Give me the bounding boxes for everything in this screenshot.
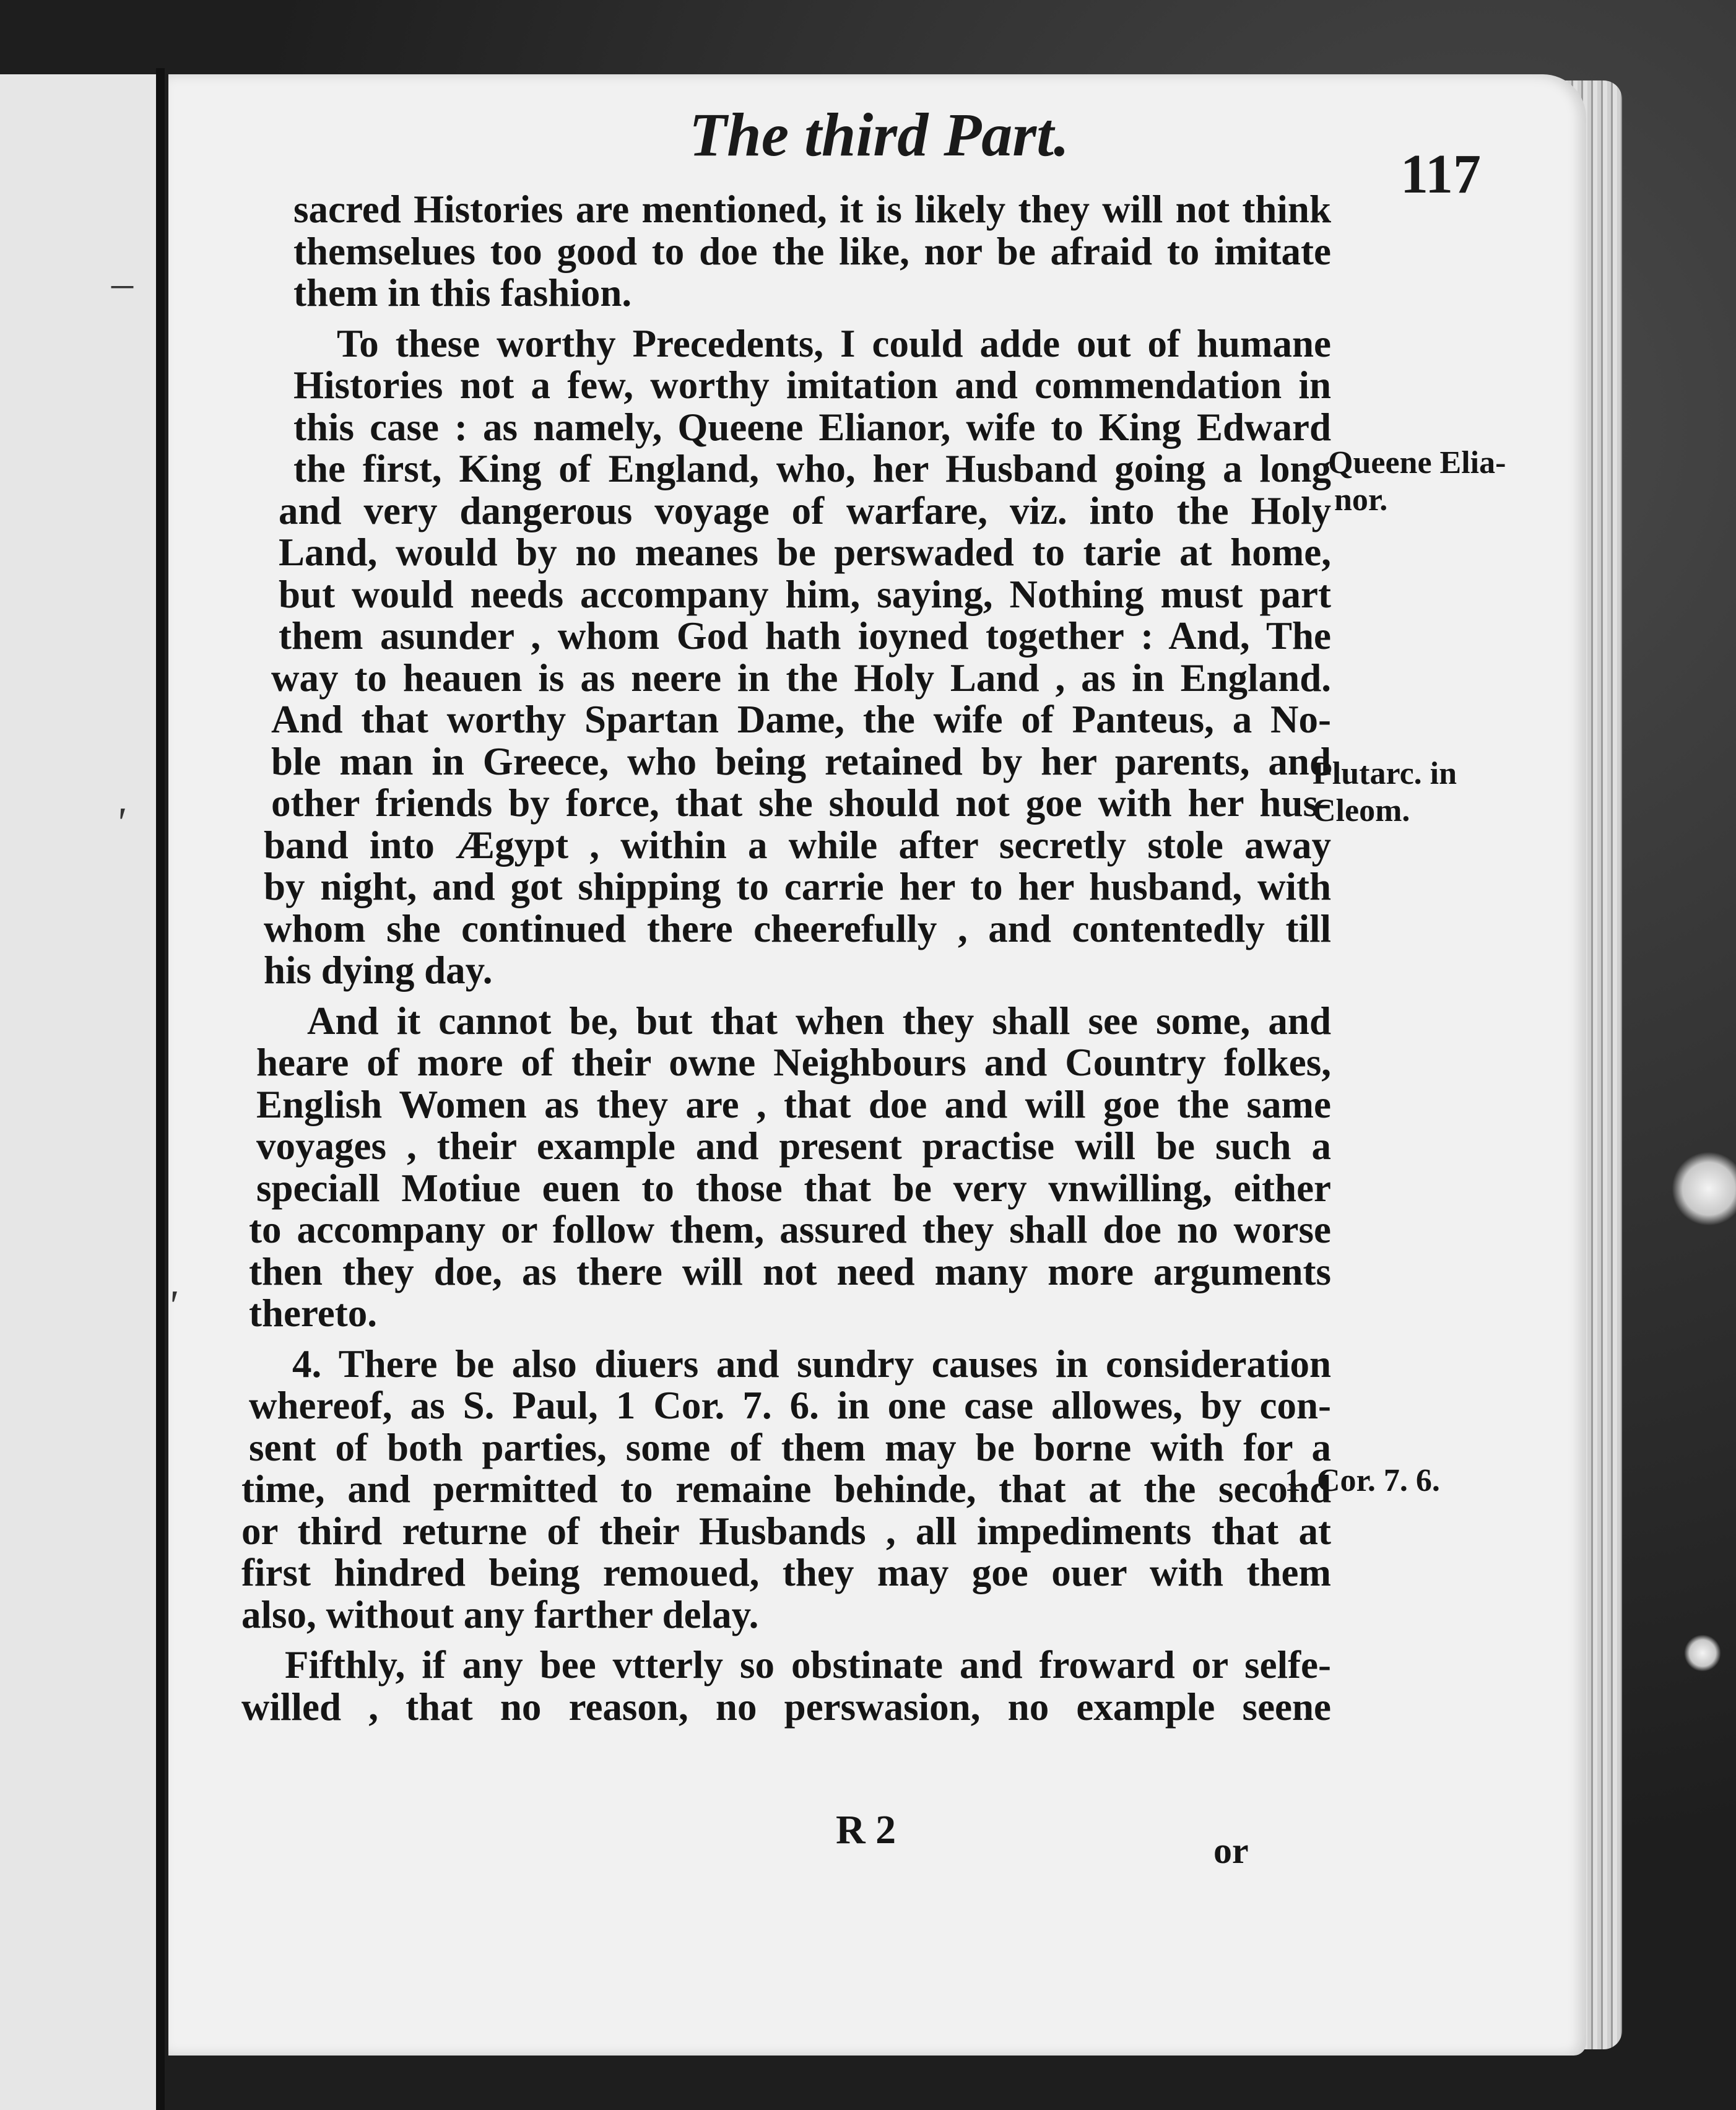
text-line: also, without any farther delay. (241, 1592, 759, 1636)
facing-page-edge (0, 74, 162, 2110)
text-line: ble man in Greece, who being retained by her parents, and (271, 739, 1331, 783)
catchword: or (1213, 1830, 1249, 1871)
text-line: voyages , their example and present practise will be such a (256, 1124, 1331, 1168)
text-line: way to heauen is as neere in the Holy Land , as in England. (271, 656, 1331, 700)
text-line: whereof, as S. Paul, 1 Cor. 7. 6. in one case allowes, by con- (249, 1384, 1331, 1427)
page-number: 117 (1400, 144, 1482, 205)
text-line: speciall Motiue euen to those that be very vnwilling, either (256, 1166, 1331, 1210)
text-line: or third returne of their Husbands , all impediments that at (241, 1509, 1331, 1553)
paragraph (249, 999, 1331, 1335)
text-line: Land, would by no meanes be perswaded to tarie at home, (279, 531, 1331, 574)
text-line: time, and permitted to remaine behinde, that at the second (241, 1467, 1331, 1511)
text-line: Fifthly, if any bee vtterly so obstinate and froward or selfe- (285, 1643, 1331, 1687)
text-line: sacred Histories are mentioned, it is likely they will not think (293, 188, 1331, 231)
text-line: and very dangerous voyage of warfare, viz. into the Holy (279, 488, 1331, 532)
running-head: The third Part. (689, 100, 1069, 169)
paragraph (264, 321, 1331, 992)
text-line: themselues too good to doe the like, nor be afraid to imitate (293, 229, 1331, 273)
text-line: English Women as they are , that doe and will goe the same (256, 1082, 1331, 1126)
text-line: heare of more of their owne Neighbours and Country folkes, (256, 1041, 1331, 1084)
scan-speck (1684, 1635, 1721, 1672)
body-text (241, 188, 1331, 1729)
paragraph (285, 189, 1331, 315)
text-line: willed , that no reason, no perswasion, no example seene (241, 1685, 1331, 1729)
text-line: To these worthy Precedents, I could adde out of humane (337, 321, 1331, 365)
text-line: his dying day. (264, 949, 493, 992)
text-line: them in this fashion. (293, 271, 632, 315)
text-line: but would needs accompany him, saying, Nothing must part (279, 572, 1331, 616)
margin-note-cor: 1. Cor. 7. 6. (1285, 1463, 1440, 1498)
left-margin-mark: ' (115, 799, 124, 847)
paragraph (241, 1643, 1331, 1729)
text-line: 4. There be also diuers and sundry causes in consideration (292, 1342, 1331, 1386)
text-line: the first, King of England, who, her Husband going a long (293, 447, 1331, 490)
paragraph (241, 1342, 1331, 1636)
text-line: first hindred being remoued, they may goe ouer with them (241, 1551, 1331, 1594)
text-line: them asunder , whom God hath ioyned together : And, The (279, 614, 1331, 658)
signature-mark: R 2 (836, 1807, 896, 1852)
text-line: this case : as namely, Queene Elianor, wife to King Edward (293, 405, 1331, 449)
text-line: sent of both parties, some of them may be borne with for a (249, 1425, 1331, 1469)
text-line: to accompany or follow them, assured they shall doe no worse (249, 1208, 1331, 1251)
text-line: And that worthy Spartan Dame, the wife of Panteus, a No- (271, 698, 1331, 741)
text-line: thereto. (249, 1292, 377, 1335)
text-line: And it cannot be, but that when they shall see some, and (307, 999, 1331, 1043)
text-line: other friends by force, that she should not goe with her hus- (271, 781, 1331, 825)
margin-note-eleanor: Queene Elia- nor. (1328, 445, 1506, 518)
margin-note-plutarch: Plutarc. in Cleom. (1313, 756, 1457, 828)
book-gutter (156, 68, 165, 2110)
text-line: by night, and got shipping to carrie her to her husband, with (264, 865, 1331, 908)
text-line: Histories not a few, worthy imitation and commendation in (293, 363, 1331, 407)
text-line: then they doe, as there will not need many more arguments (249, 1249, 1331, 1293)
text-line: whom she continued there cheerefully , and contentedly till (264, 906, 1331, 950)
left-margin-mark: ' (167, 1282, 176, 1330)
text-line: band into Ægypt , within a while after secretly stole away (264, 823, 1331, 867)
left-margin-mark: – (111, 259, 133, 307)
